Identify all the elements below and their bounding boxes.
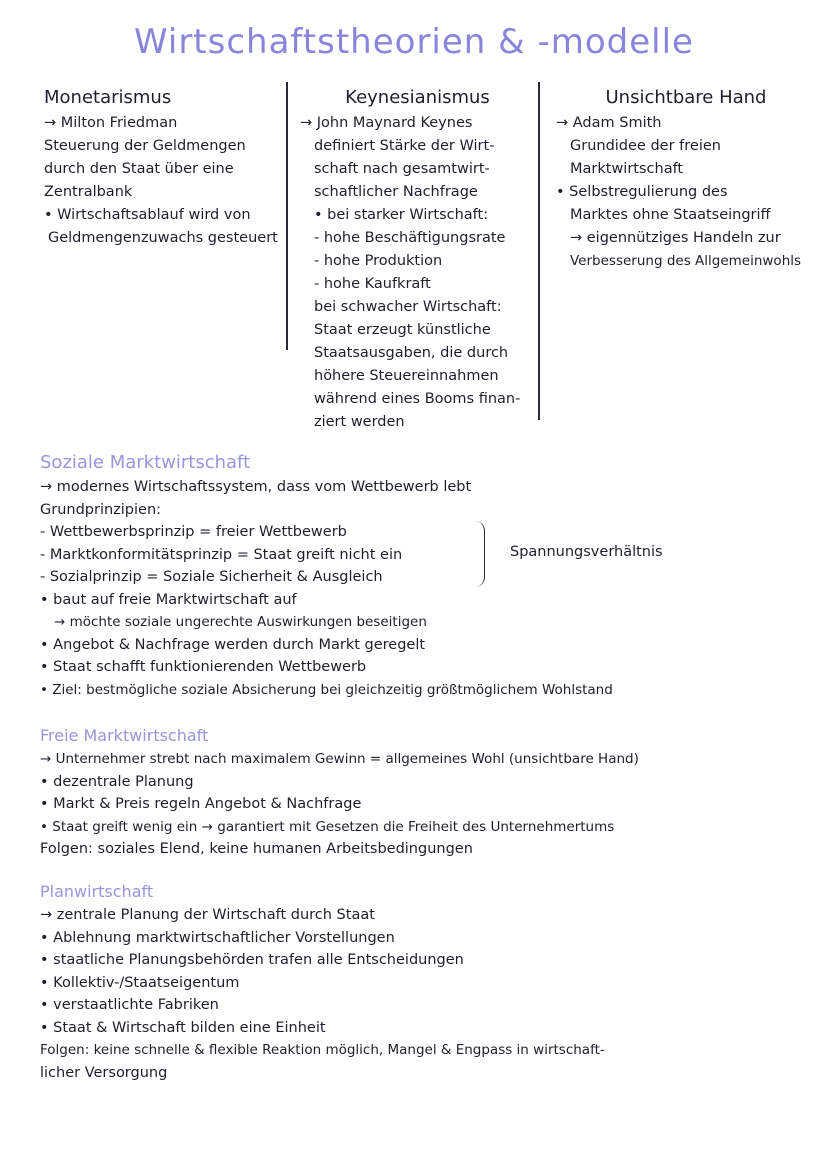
column-divider xyxy=(286,82,288,350)
column-heading: Monetarismus xyxy=(44,87,172,108)
note-line: • Staat & Wirtschaft bilden eine Einheit xyxy=(40,1019,326,1036)
column-heading: Keynesianismus xyxy=(345,87,490,108)
note-line: Grundidee der freien xyxy=(570,138,721,154)
principle-item: - Sozialprinzip = Soziale Sicherheit & Ausgleich xyxy=(40,569,383,585)
note-line: ziert werden xyxy=(314,414,405,430)
note-line: • Selbstregulierung des xyxy=(556,184,728,200)
note-line: Marktwirtschaft xyxy=(570,161,684,177)
note-line: • Ziel: bestmögliche soziale Absicherung bei gleichzeitig größtmöglichem Wohlstand xyxy=(40,681,613,698)
note-line: • Staat schafft funktionierenden Wettbewerb xyxy=(40,659,367,675)
note-line: Steuerung der Geldmengen xyxy=(44,138,246,154)
note-line: während eines Booms finan- xyxy=(314,391,521,407)
note-line: Folgen: keine schnelle & flexible Reaktion möglich, Mangel & Engpass in wirtschaft- xyxy=(40,1042,605,1058)
note-line: bei schwacher Wirtschaft: xyxy=(314,299,502,315)
note-line: • Ablehnung marktwirtschaftlicher Vorstellungen xyxy=(40,929,395,946)
note-line: → Unternehmer strebt nach maximalem Gewinn = allgemeines Wohl (unsichtbare Hand) xyxy=(40,751,639,767)
column-keynesianismus xyxy=(300,86,535,434)
note-line: → eigennütziges Handeln zur xyxy=(570,230,781,246)
note-line: • Kollektiv-/Staatseigentum xyxy=(40,974,240,991)
curly-brace xyxy=(472,521,485,587)
section-heading: Soziale Marktwirtschaft xyxy=(40,452,251,473)
note-line: • Wirtschaftsablauf wird von xyxy=(44,207,251,223)
note-line: • Staat greift wenig ein → garantiert mit Gesetzen die Freiheit des Unternehmertums xyxy=(40,818,615,835)
note-line: • Angebot & Nachfrage werden durch Markt geregelt xyxy=(40,636,426,653)
column-monetarismus xyxy=(44,86,284,250)
note-line: schaftlicher Nachfrage xyxy=(314,184,478,200)
principle-item: - Marktkonformitätsprinzip = Staat greift nicht ein xyxy=(40,546,403,563)
note-line: → möchte soziale ungerechte Auswirkungen beseitigen xyxy=(54,614,427,630)
note-line: höhere Steuereinnahmen xyxy=(314,368,499,384)
note-line: Staat erzeugt künstliche xyxy=(314,322,491,338)
note-line: Verbesserung des Allgemeinwohls xyxy=(570,253,802,269)
note-line: schaft nach gesamtwirt- xyxy=(314,161,490,177)
note-line: Zentralbank xyxy=(44,184,133,200)
note-line: • baut auf freie Marktwirtschaft auf xyxy=(40,591,297,608)
note-line: - hohe Produktion xyxy=(314,253,443,269)
note-line: • verstaatlichte Fabriken xyxy=(40,997,219,1013)
note-line: definiert Stärke der Wirt- xyxy=(314,138,495,154)
note-line: Folgen: soziales Elend, keine humanen Arbeitsbedingungen xyxy=(40,841,473,857)
note-line: → zentrale Planung der Wirtschaft durch Staat xyxy=(40,907,375,923)
page-title: Wirtschaftstheorien & -modelle xyxy=(134,22,694,62)
note-line: Geldmengenzuwachs gesteuert xyxy=(48,230,278,246)
note-line: • staatliche Planungsbehörden trafen alle Entscheidungen xyxy=(40,952,464,968)
note-line: → modernes Wirtschaftssystem, dass vom Wettbewerb lebt xyxy=(40,479,472,495)
note-line: • bei starker Wirtschaft: xyxy=(314,207,489,223)
column-heading: Unsichtbare Hand xyxy=(605,87,767,108)
note-line: Marktes ohne Staatseingriff xyxy=(570,207,771,223)
principle-item: - Wettbewerbsprinzip = freier Wettbewerb xyxy=(40,524,347,540)
note-line: durch den Staat über eine xyxy=(44,161,234,177)
section-heading: Planwirtschaft xyxy=(40,882,154,901)
section-soziale-marktwirtschaft xyxy=(40,450,820,701)
note-line: • Markt & Preis regeln Angebot & Nachfrage xyxy=(40,796,362,812)
section-freie-marktwirtschaft xyxy=(40,724,820,861)
note-line: licher Versorgung xyxy=(40,1064,168,1081)
note-line: Grundprinzipien: xyxy=(40,501,162,518)
principles-group xyxy=(40,521,820,589)
note-line: - hohe Kaufkraft xyxy=(314,276,431,292)
note-line: → Milton Friedman xyxy=(44,115,178,131)
note-line: - hohe Beschäftigungsrate xyxy=(314,230,506,246)
note-line: Staatsausgaben, die durch xyxy=(314,345,509,361)
column-unsichtbare-hand xyxy=(556,86,816,273)
note-line: • dezentrale Planung xyxy=(40,773,194,790)
note-line: → Adam Smith xyxy=(556,115,662,131)
note-line: → John Maynard Keynes xyxy=(300,115,473,131)
column-divider xyxy=(538,82,540,420)
spannung-label: Spannungsverhältnis xyxy=(510,544,663,560)
section-planwirtschaft xyxy=(40,880,820,1084)
section-heading: Freie Marktwirtschaft xyxy=(40,726,209,745)
